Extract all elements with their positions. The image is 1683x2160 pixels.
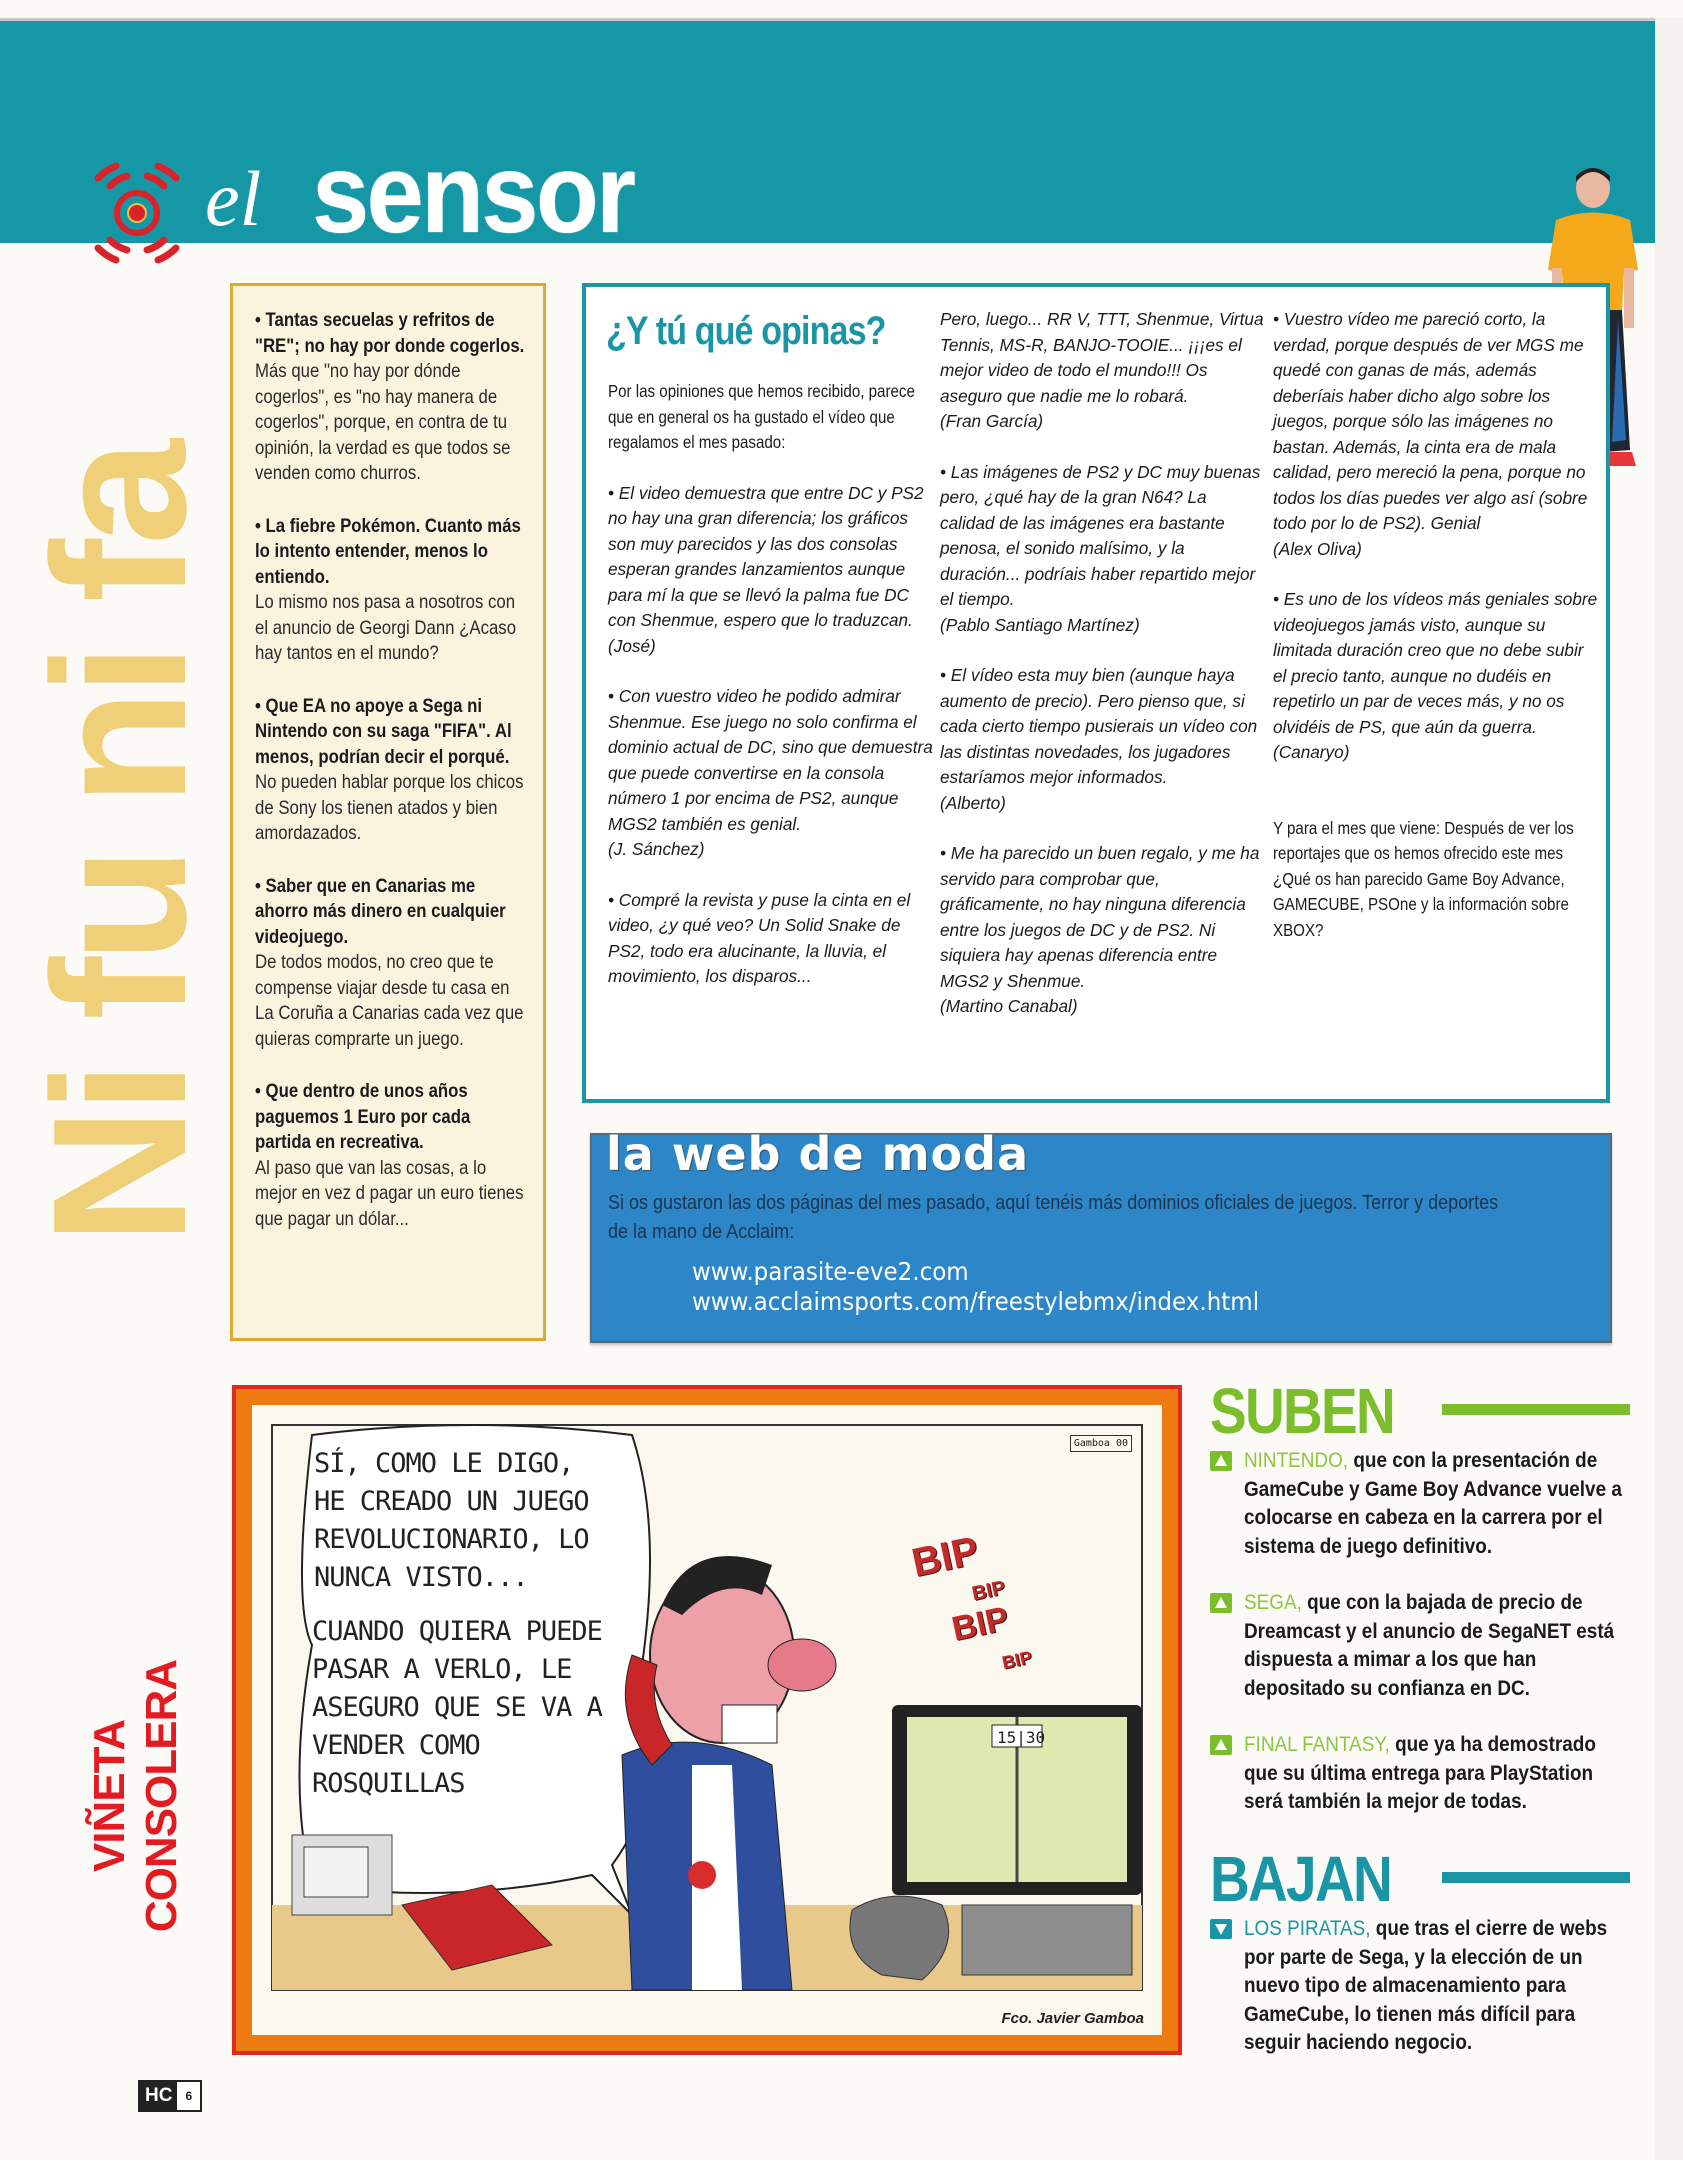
sidebar-vertical-title: Ni fu ni fa xyxy=(14,445,226,1245)
trending-up-title: SUBEN xyxy=(1210,1375,1395,1447)
opinion-letter xyxy=(608,481,933,660)
cartoon-panel xyxy=(252,1405,1162,2035)
dislikes-sidebar xyxy=(230,283,546,1341)
trend-keyword: NINTENDO, xyxy=(1244,1448,1349,1472)
letter-text: Pero, luego... RR V, TTT, Shenmue, Virtua Tennis, MS-R, BANJO-TOOIE... ¡¡¡es el mejor video de todo el mundo!!! Os aseguro que nadie me lo robará. xyxy=(940,309,1264,406)
opinion-column-2 xyxy=(940,307,1265,1045)
sidebar-item-body: Lo mismo nos pasa a nosotros con el anuncio de Georgi Dann ¿Acaso hay tantos en el mundo? xyxy=(255,591,517,664)
trending-down-section xyxy=(1210,1843,1630,2085)
arrow-up-icon xyxy=(1210,1451,1232,1471)
letter-text: • Es uno de los vídeos más geniales sobre videojuegos jamás visto, aunque su limitada duración creo que no debe subir el precio tanto, aunque no dudéis en repetirlo un par de veces más, y no os olvidéis de PS, que aún da guerra. xyxy=(1273,589,1598,737)
arrow-up-icon xyxy=(1210,1735,1232,1755)
speech-bubble-2: CUANDO QUIERA PUEDE PASAR A VERLO, LE ASEGURO QUE SE VA A VENDER COMO ROSQUILLAS xyxy=(312,1616,602,1799)
page-number: 6 xyxy=(177,2082,200,2110)
sidebar-item xyxy=(255,1079,525,1232)
trend-keyword: FINAL FANTASY, xyxy=(1244,1732,1390,1756)
opinion-column-1 xyxy=(608,379,933,1015)
section-title: sensor xyxy=(312,131,634,256)
sidebar-item xyxy=(255,514,525,667)
sidebar-item xyxy=(255,874,525,1053)
score-text: 15|30 xyxy=(997,1728,1046,1747)
page-edge xyxy=(1655,18,1683,2160)
letter-author: (Canaryo) xyxy=(1273,742,1350,762)
sidebar-item xyxy=(255,694,525,847)
letter-text: • Con vuestro video he podido admirar Shenmue. Ese juego no solo confirma el dominio actual de DC, sino que demuestra que puede convertirse en la consola número 1 por encima de PS2, aunque MGS2 también es genial. xyxy=(608,686,933,834)
letter-author: (Martino Canabal) xyxy=(940,996,1078,1016)
next-month-question: Y para el mes que viene: Después de ver los reportajes que os hemos ofrecido este mes ¿Qué os han parecido Game Boy Advance, GAMECUBE, PSOne y la información sobre XBOX? xyxy=(1273,817,1574,940)
cartoon-frame xyxy=(232,1385,1182,2055)
letter-text: • El vídeo esta muy bien (aunque haya aumento de precio). Pero pienso que, si cada cierto tiempo pusierais un vídeo con las distintas novedades, los jugadores estaríamos mejor informados. xyxy=(940,665,1258,787)
sidebar-item-headline: • Tantas secuelas y refritos de "RE"; no hay por donde cogerlos. xyxy=(255,309,525,357)
sidebar-item-body: No pueden hablar porque los chicos de Sony los tienen atados y bien amordazados. xyxy=(255,771,524,844)
letter-text: • El video demuestra que entre DC y PS2 no hay una gran diferencia; los gráficos son muy parecidos y las dos consolas esperan grandes lanzamientos aunque para mí la que se llevó la palma fue DC con Shenmue, espero que lo traduzcan. xyxy=(608,482,924,630)
web-link[interactable]: www.parasite-eve2.com xyxy=(692,1257,969,1286)
trend-text: que con la presentación de GameCube y Game Boy Advance vuelve a colocarse en cabeza en la carrera por el sistema de juego definitivo. xyxy=(1244,1448,1622,1558)
speech-bubble-1: SÍ, COMO LE DIGO, HE CREADO UN JUEGO REVOLUCIONARIO, LO NUNCA VISTO... xyxy=(314,1448,589,1593)
sidebar-item-body: De todos modos, no creo que te compense viajar desde tu casa en La Coruña a Canarias cada vez que quieras comprarte un juego. xyxy=(255,951,524,1050)
sound-effect: BIP xyxy=(1000,1647,1034,1673)
sidebar-item-headline: • Saber que en Canarias me ahorro más dinero en cualquier videojuego. xyxy=(255,874,506,948)
trend-up-item xyxy=(1210,1588,1630,1702)
trend-text: que tras el cierre de webs por parte de Sega, y la elección de un nuevo tipo de almacenamiento para GameCube, lo tienen más difícil para seguir haciendo negocio. xyxy=(1244,1916,1608,2054)
cartoon-label: VIÑETA CONSOLERA xyxy=(85,1659,186,1933)
opinion-column-3 xyxy=(1273,307,1598,968)
trend-down-item xyxy=(1210,1914,1630,2057)
sidebar-item xyxy=(255,308,525,487)
trend-up-item xyxy=(1210,1446,1630,1560)
sound-effect: BIP xyxy=(969,1576,1008,1606)
letter-author: (Fran García) xyxy=(940,411,1044,431)
trend-text: que ya ha demostrado que su última entrega para PlayStation será también la mejor de todas. xyxy=(1244,1732,1596,1813)
letter-text: • Compré la revista y puse la cinta en el video, ¿y qué veo? Un Solid Snake de PS2, todo era alucinante, la lluvia, el movimiento, los disparos... xyxy=(608,889,911,986)
sound-effect: BIP xyxy=(948,1599,1012,1649)
trending-down-title: BAJAN xyxy=(1210,1843,1392,1915)
opinion-letter xyxy=(940,663,1265,816)
arrow-down-icon xyxy=(1210,1919,1232,1939)
trend-text: que con la bajada de precio de Dreamcast y el anuncio de SegaNET está dispuesta a mimar a los que han depositado su confianza en DC. xyxy=(1244,1590,1615,1700)
opinion-letter xyxy=(940,460,1265,639)
letter-text: • Vuestro vídeo me pareció corto, la verdad, porque después de ver MGS me quedé con ganas de más, además deberíais haber dicho algo sobre los juegos, porque sólo las imágenes no bastan. Además, la cinta era de mala calidad, pero mereció la pena, porque no todos los días puedes ver algo así (sobre todo por lo de PS2). Genial xyxy=(1273,309,1588,533)
letter-author: (Alex Oliva) xyxy=(1273,538,1362,559)
sidebar-item-headline: • La fiebre Pokémon. Cuanto más lo intento entender, menos lo entiendo. xyxy=(255,514,521,588)
letter-author: (Alberto) xyxy=(940,792,1006,813)
opinion-letter xyxy=(608,888,933,990)
letter-author: (José) xyxy=(608,635,656,656)
opinion-letter xyxy=(608,684,933,863)
trend-up-item xyxy=(1210,1730,1630,1816)
letter-text: • Las imágenes de PS2 y DC muy buenas pero, ¿qué hay de la gran N64? La calidad de las imágenes era bastante penosa, el sonido malísimo, y la duración... podríais haber repartido mejor el tiempo. xyxy=(940,461,1261,609)
sound-effect: BIP xyxy=(908,1528,983,1586)
trending-web-box xyxy=(590,1127,1612,1343)
web-link[interactable]: www.acclaimsports.com/freestylebmx/index.html xyxy=(692,1287,1260,1316)
magazine-mark: HC xyxy=(140,2082,177,2110)
opinion-letter xyxy=(1273,587,1598,766)
section-prefix: el xyxy=(205,155,262,242)
letter-author: (J. Sánchez) xyxy=(608,839,705,859)
opinion-title: ¿Y tú qué opinas? xyxy=(606,309,886,353)
web-box-description: Si os gustaron las dos páginas del mes pasado, aquí tenéis más dominios oficiales de juegos. Terror y deportes de la mano de Acclaim: xyxy=(608,1192,1499,1243)
sidebar-item-body: Más que "no hay por dónde cogerlos", es "no hay manera de cogerlos", porque, en contra de tu opinión, la verdad es que todos se venden como churros. xyxy=(255,360,511,484)
opinion-letter xyxy=(1273,307,1598,562)
opinion-letter xyxy=(940,307,1265,435)
opinion-intro: Por las opiniones que hemos recibido, parece que en general os ha gustado el vídeo que regalamos el mes pasado: xyxy=(608,381,915,452)
opinion-letter xyxy=(940,841,1265,1020)
reader-opinions-box xyxy=(582,283,1610,1103)
page-number-badge xyxy=(138,2080,202,2112)
web-links xyxy=(692,1257,1308,1317)
letter-author: (Pablo Santiago Martínez) xyxy=(940,614,1140,635)
sidebar-item-headline: • Que dentro de unos años paguemos 1 Euro por cada partida en recreativa. xyxy=(255,1080,471,1153)
trending-up-section xyxy=(1210,1375,1630,1844)
trend-keyword: SEGA, xyxy=(1244,1590,1302,1614)
web-box-title: la web de moda xyxy=(606,1127,1030,1181)
sensor-target-icon xyxy=(82,158,192,268)
cartoon-credit: Fco. Javier Gamboa xyxy=(1001,2010,1144,2027)
arrow-up-icon xyxy=(1210,1593,1232,1613)
divider xyxy=(1442,1404,1630,1415)
trend-keyword: LOS PIRATAS, xyxy=(1244,1916,1371,1940)
letter-text: • Me ha parecido un buen regalo, y me ha servido para comprobar que, gráficamente, no hay ninguna diferencia entre los juegos de DC y de PS2. Ni siquiera hay apenas diferencia entre MGS2 y Shenmue. xyxy=(940,843,1260,991)
artist-signature: Gamboa 00 xyxy=(1070,1435,1132,1452)
sidebar-item-headline: • Que EA no apoye a Sega ni Nintendo con su saga "FIFA". Al menos, podrían decir el porqué. xyxy=(255,694,512,768)
divider xyxy=(1442,1872,1630,1883)
sidebar-item-body: Al paso que van las cosas, a lo mejor en vez d pagar un euro tienes que pagar un dólar... xyxy=(255,1156,524,1230)
